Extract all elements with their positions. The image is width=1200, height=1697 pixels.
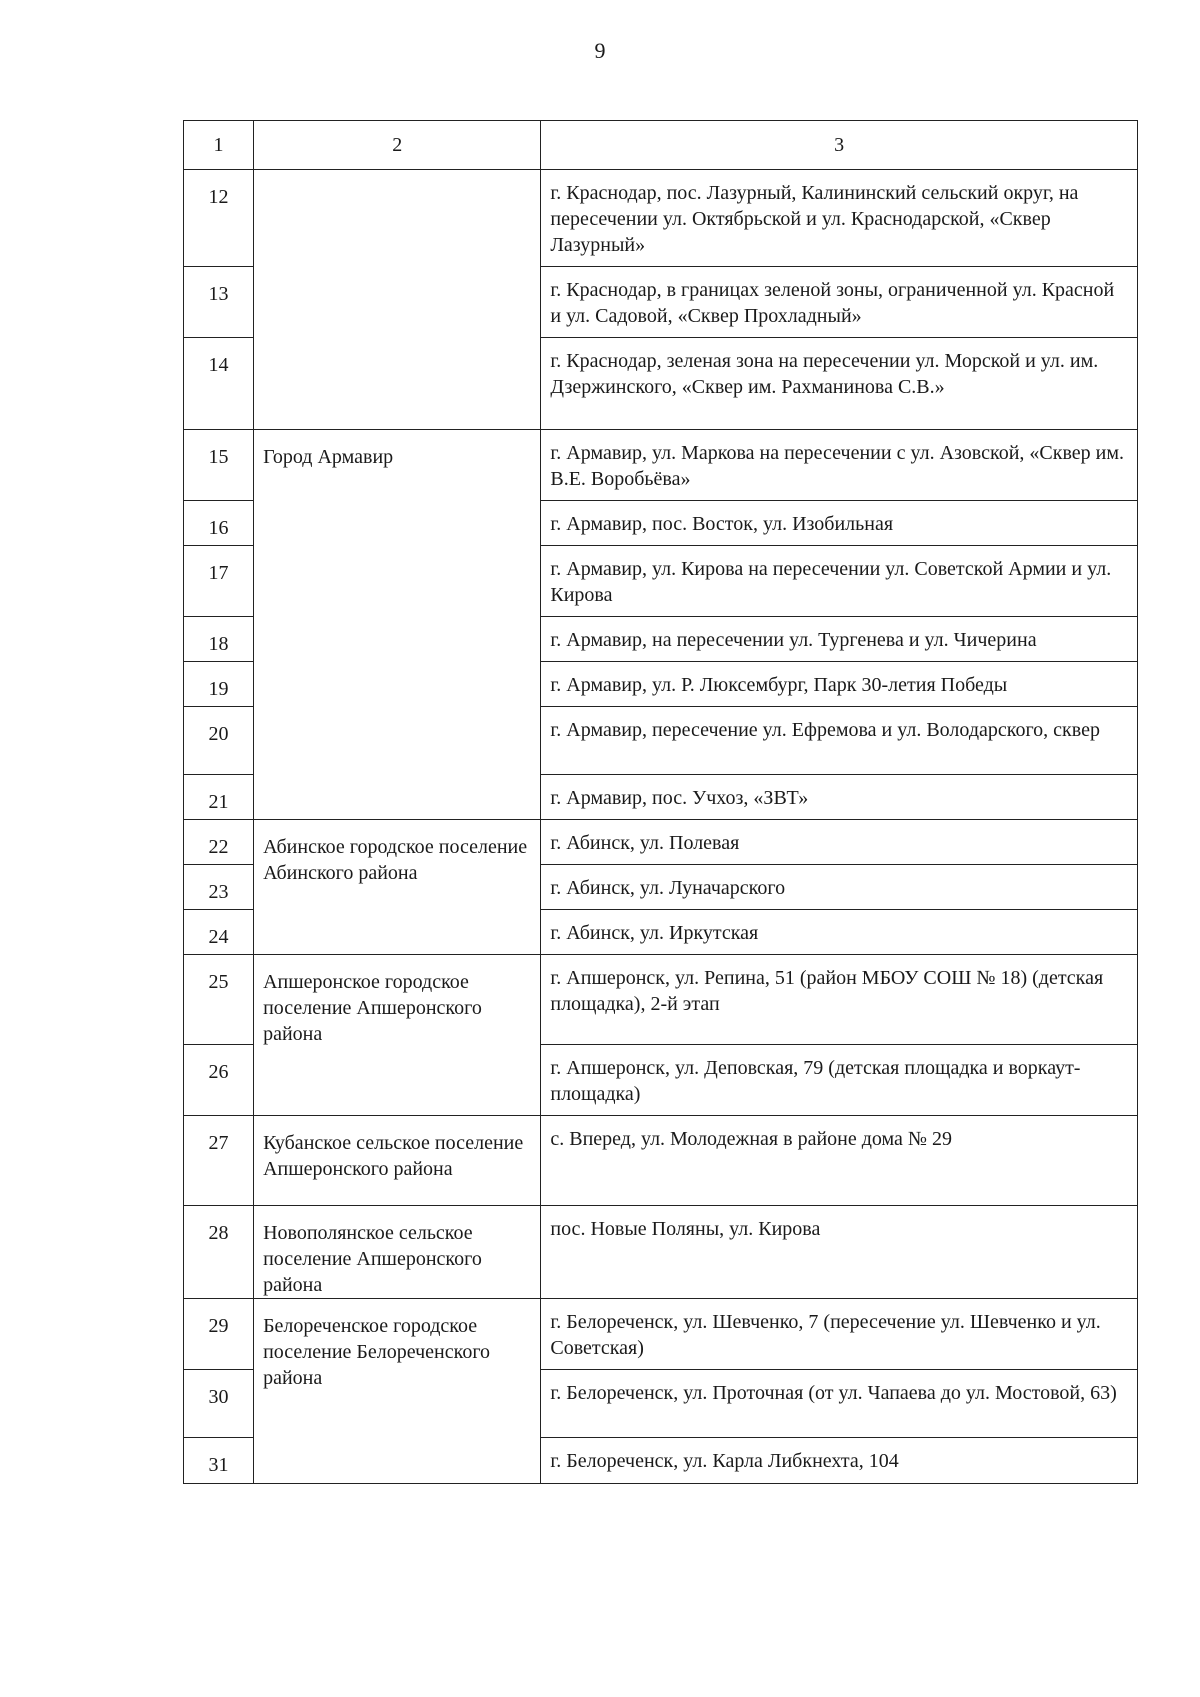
row-number: 12	[184, 170, 254, 267]
address-cell: г. Армавир, ул. Кирова на пересечении ул. Советской Армии и ул. Кирова	[541, 546, 1138, 617]
address-cell: г. Апшеронск, ул. Репина, 51 (район МБОУ СОШ № 18) (детская площадка), 2-й этап	[541, 955, 1138, 1045]
row-number: 14	[184, 338, 254, 430]
row-number: 27	[184, 1116, 254, 1206]
row-number: 13	[184, 267, 254, 338]
row-number: 31	[184, 1438, 254, 1484]
row-number: 16	[184, 501, 254, 546]
row-number: 28	[184, 1206, 254, 1299]
table-row	[184, 955, 1138, 1045]
municipality-cell: Кубанское сельское поселение Апшеронского района	[254, 1116, 541, 1206]
address-cell: г. Белореченск, ул. Шевченко, 7 (пересечение ул. Шевченко и ул. Советская)	[541, 1299, 1138, 1370]
row-number: 29	[184, 1299, 254, 1370]
row-number: 17	[184, 546, 254, 617]
column-header-1: 1	[184, 121, 254, 170]
row-number: 24	[184, 910, 254, 955]
row-number: 19	[184, 662, 254, 707]
table-row	[184, 430, 1138, 501]
row-number: 22	[184, 820, 254, 865]
address-cell: с. Вперед, ул. Молодежная в районе дома № 29	[541, 1116, 1138, 1206]
row-number: 15	[184, 430, 254, 501]
municipality-cell: Абинское городское поселение Абинского района	[254, 820, 541, 955]
address-cell: г. Армавир, пересечение ул. Ефремова и ул. Володарского, сквер	[541, 707, 1138, 775]
row-number: 18	[184, 617, 254, 662]
address-cell: г. Армавир, пос. Восток, ул. Изобильная	[541, 501, 1138, 546]
row-number: 20	[184, 707, 254, 775]
row-number: 23	[184, 865, 254, 910]
table-row	[184, 1116, 1138, 1206]
address-cell: г. Белореченск, ул. Карла Либкнехта, 104	[541, 1438, 1138, 1484]
address-cell: г. Краснодар, зеленая зона на пересечении ул. Морской и ул. им. Дзержинского, «Сквер им. Рахманинова С.В.»	[541, 338, 1138, 430]
municipality-cell	[254, 170, 541, 430]
row-number: 30	[184, 1370, 254, 1438]
address-cell: г. Абинск, ул. Полевая	[541, 820, 1138, 865]
page-number: 9	[594, 38, 606, 63]
address-cell: г. Краснодар, пос. Лазурный, Калининский сельский округ, на пересечении ул. Октябрьской и ул. Краснодарской, «Сквер Лазурный»	[541, 170, 1138, 267]
column-header-2: 2	[254, 121, 541, 170]
register-table	[183, 120, 1138, 1484]
address-cell: г. Армавир, на пересечении ул. Тургенева и ул. Чичерина	[541, 617, 1138, 662]
table-row	[184, 820, 1138, 865]
municipality-cell: Белореченское городское поселение Белореченского района	[254, 1299, 541, 1484]
column-header-3: 3	[541, 121, 1138, 170]
municipality-cell: Новополянское сельское поселение Апшеронского района	[254, 1206, 541, 1299]
row-number: 21	[184, 775, 254, 820]
address-cell: г. Абинск, ул. Луначарского	[541, 865, 1138, 910]
address-cell: г. Краснодар, в границах зеленой зоны, ограниченной ул. Красной и ул. Садовой, «Сквер Прохладный»	[541, 267, 1138, 338]
address-cell: г. Абинск, ул. Иркутская	[541, 910, 1138, 955]
address-cell: г. Апшеронск, ул. Деповская, 79 (детская площадка и воркаут-площадка)	[541, 1045, 1138, 1116]
municipality-cell: Город Армавир	[254, 430, 541, 820]
address-cell: г. Армавир, пос. Учхоз, «ЗВТ»	[541, 775, 1138, 820]
row-number: 25	[184, 955, 254, 1045]
row-number: 26	[184, 1045, 254, 1116]
address-cell: пос. Новые Поляны, ул. Кирова	[541, 1206, 1138, 1299]
address-cell: г. Армавир, ул. Р. Люксембург, Парк 30-летия Победы	[541, 662, 1138, 707]
municipality-cell: Апшеронское городское поселение Апшеронского района	[254, 955, 541, 1116]
table-row	[184, 170, 1138, 267]
address-cell: г. Белореченск, ул. Проточная (от ул. Чапаева до ул. Мостовой, 63)	[541, 1370, 1138, 1438]
table-row	[184, 1299, 1138, 1370]
header-row	[184, 121, 1138, 170]
address-cell: г. Армавир, ул. Маркова на пересечении с ул. Азовской, «Сквер им. В.Е. Воробьёва»	[541, 430, 1138, 501]
table-row	[184, 1206, 1138, 1299]
